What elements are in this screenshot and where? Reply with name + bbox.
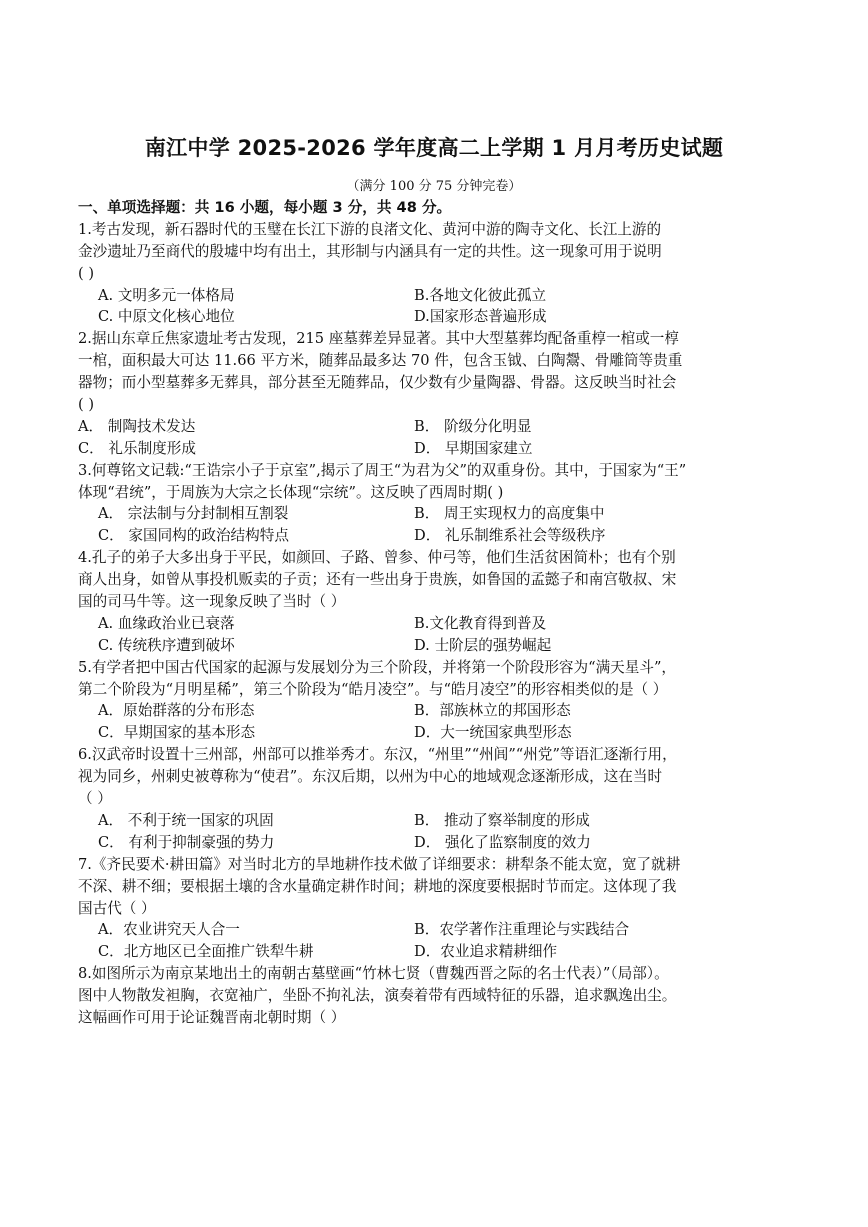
question-text-line: 8.如图所示为南京某地出土的南朝古墓壁画“竹林七贤（曹魏西晋之际的名士代表）”（局部）。 bbox=[78, 965, 669, 983]
option-c: C． 礼乐制度形成 bbox=[78, 439, 196, 457]
question-text-line: ( ) bbox=[78, 264, 95, 282]
section-heading: 一、单项选择题：共 16 小题，每小题 3 分，共 48 分。 bbox=[78, 199, 452, 216]
question-5 bbox=[78, 657, 778, 745]
question-3 bbox=[78, 460, 778, 548]
option-d: D． 强化了监察制度的效力 bbox=[414, 833, 591, 851]
question-2 bbox=[78, 328, 778, 459]
option-b: B． 周王实现权力的高度集中 bbox=[414, 505, 605, 523]
exam-subtitle: （满分 100 分 75 分钟完卷） bbox=[346, 179, 522, 194]
options-row bbox=[78, 919, 778, 941]
options-row bbox=[78, 613, 778, 635]
option-c: C． 有利于抑制豪强的势力 bbox=[98, 833, 275, 851]
option-c: C. 中原文化核心地位 bbox=[98, 308, 235, 326]
option-a: A. 血缘政治业已衰落 bbox=[98, 614, 235, 632]
question-text-line: （ ） bbox=[78, 790, 112, 808]
option-d: D． 礼乐制维系社会等级秩序 bbox=[414, 527, 606, 545]
options-row bbox=[78, 722, 778, 744]
question-text-line: 6.汉武帝时设置十三州部，州部可以推举秀才。东汉，“州里”“州闾”“州党”等语汇逐渐行用， bbox=[78, 746, 677, 764]
question-6 bbox=[78, 744, 778, 853]
option-b: B． 阶级分化明显 bbox=[414, 417, 532, 435]
option-b: B．部族林立的邦国形态 bbox=[414, 702, 571, 720]
option-d: D．大一统国家典型形态 bbox=[414, 724, 572, 742]
question-text-line: 这幅画作可用于论证魏晋南北朝时期（ ） bbox=[78, 1008, 346, 1026]
question-text-line: 一棺，面积最大可达 11.66 平方米，随葬品最多达 70 件，包含玉钺、白陶鬶、骨雕筒等贵重 bbox=[78, 352, 683, 370]
option-a: A．农业讲究天人合一 bbox=[98, 921, 240, 939]
question-text-line: 图中人物散发袒胸，衣宽袖广，坐卧不拘礼法，演奏着带有西域特征的乐器，追求飘逸出尘。 bbox=[78, 987, 677, 1005]
option-b: B.文化教育得到普及 bbox=[414, 614, 547, 632]
page-title: 南江中学 2025-2026 学年度高二上学期 1 月月考历史试题 bbox=[144, 136, 724, 160]
option-b: B．农学著作注重理论与实践结合 bbox=[414, 921, 630, 939]
options-row bbox=[78, 285, 778, 307]
option-d: D． 早期国家建立 bbox=[414, 439, 533, 457]
option-a: A． 制陶技术发达 bbox=[78, 417, 196, 435]
question-text-line: ( ) bbox=[78, 396, 95, 414]
question-text-line: 2.据山东章丘焦家遗址考古发现，215 座墓葬差异显著。其中大型墓葬均配备重椁一棺或一椁 bbox=[78, 330, 679, 348]
question-text-line: 器物；而小型墓葬多无葬具，部分甚至无随葬品，仅少数有少量陶器、骨器。这反映当时社会 bbox=[78, 374, 677, 392]
option-a: A． 宗法制与分封制相互割裂 bbox=[98, 505, 289, 523]
option-c: C. 传统秩序遭到破坏 bbox=[98, 636, 235, 654]
option-d: D.国家形态普遍形成 bbox=[414, 308, 547, 326]
options-row bbox=[78, 306, 778, 328]
option-a: A． 不利于统一国家的巩固 bbox=[98, 811, 274, 829]
question-text-line: 金沙遗址乃至商代的殷墟中均有出土，其形制与内涵具有一定的共性。这一现象可用于说明 bbox=[78, 242, 662, 260]
options-row bbox=[78, 700, 778, 722]
question-text-line: 1.考古发现，新石器时代的玉璧在长江下游的良渚文化、黄河中游的陶寺文化、长江上游的 bbox=[78, 220, 662, 238]
option-b: B． 推动了察举制度的形成 bbox=[414, 811, 590, 829]
question-text-line: 视为同乡，州刺史被尊称为“使君”。东汉后期，以州为中心的地域观念逐渐形成，这在当时 bbox=[78, 768, 663, 786]
question-text-line: 国古代（ ） bbox=[78, 899, 156, 917]
question-text-line: 3.何尊铭文记载:“王诰宗小子于京室”,揭示了周王“为君为父”的双重身份。其中，于国家为“王” bbox=[78, 461, 687, 479]
option-c: C． 家国同构的政治结构特点 bbox=[98, 527, 289, 545]
question-7 bbox=[78, 854, 778, 963]
options-row bbox=[78, 525, 778, 547]
question-text-line: 7.《齐民要术·耕田篇》对当时北方的旱地耕作技术做了详细要求：耕犁条不能太宽，宽了就耕 bbox=[78, 855, 681, 873]
options-row bbox=[78, 810, 778, 832]
question-text-line: 体现“君统”，于周族为大宗之长体现“宗统”。这反映了西周时期( ) bbox=[78, 483, 504, 501]
option-d: D. 士阶层的强势崛起 bbox=[414, 636, 552, 654]
question-4 bbox=[78, 547, 778, 656]
question-text-line: 不深、耕不细；要根据土壤的含水量确定耕作时间；耕地的深度要根据时节而定。这体现了我 bbox=[78, 877, 677, 895]
options-row bbox=[78, 503, 778, 525]
options-row bbox=[78, 416, 778, 438]
question-text-line: 5.有学者把中国古代国家的起源与发展划分为三个阶段，并将第一个阶段形容为“满天星斗”， bbox=[78, 658, 677, 676]
question-8 bbox=[78, 963, 778, 1029]
question-1 bbox=[78, 219, 778, 328]
question-text-line: 4.孔子的弟子大多出身于平民，如颜回、子路、曾参、仲弓等，他们生活贫困简朴；也有个别 bbox=[78, 549, 676, 567]
options-row bbox=[78, 438, 778, 460]
option-d: D．农业追求精耕细作 bbox=[414, 943, 558, 961]
question-text-line: 国的司马牛等。这一现象反映了当时（ ） bbox=[78, 593, 346, 611]
option-a: A．原始群落的分布形态 bbox=[98, 702, 255, 720]
question-text-line: 商人出身，如曾从事投机贩卖的子贡；还有一些出身于贵族，如鲁国的孟懿子和南宫敬叔、宋 bbox=[78, 571, 677, 589]
options-row bbox=[78, 941, 778, 963]
exam-content bbox=[78, 197, 778, 1029]
options-row bbox=[78, 832, 778, 854]
question-text-line: 第二个阶段为“月明星稀”，第三个阶段为“皓月凌空”。与“皓月凌空”的形容相类似的是（ ） bbox=[78, 680, 668, 698]
options-row bbox=[78, 635, 778, 657]
option-c: C．北方地区已全面推广铁犁牛耕 bbox=[98, 943, 314, 961]
option-b: B.各地文化彼此孤立 bbox=[414, 286, 547, 304]
option-a: A. 文明多元一体格局 bbox=[98, 286, 235, 304]
option-c: C．早期国家的基本形态 bbox=[98, 724, 256, 742]
